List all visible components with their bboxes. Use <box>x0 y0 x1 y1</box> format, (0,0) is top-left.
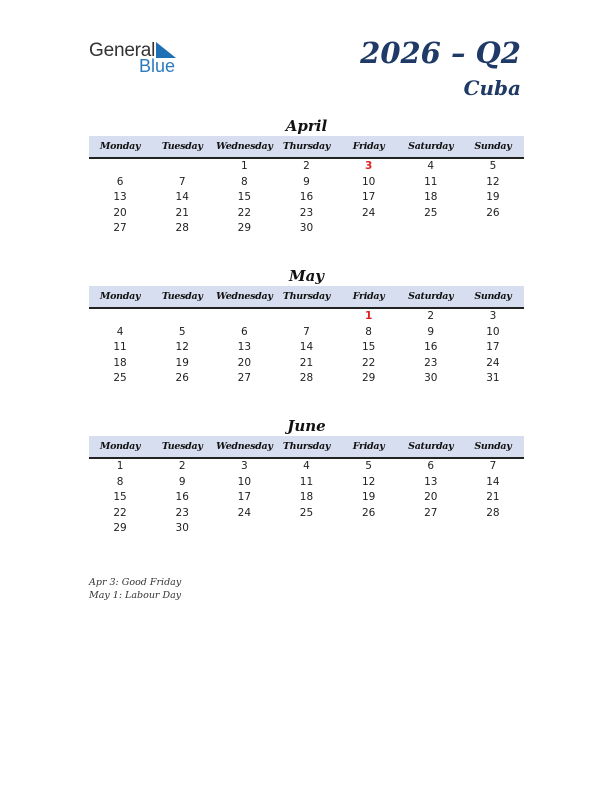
day-cell: 15 <box>113 491 127 503</box>
day-cell: 4 <box>116 325 124 338</box>
month-name: May <box>288 267 325 285</box>
day-cell: 18 <box>113 356 127 369</box>
day-cell: 16 <box>175 491 189 503</box>
day-cell: 12 <box>486 175 500 188</box>
day-cell: 1 <box>241 160 248 172</box>
day-cell: 9 <box>303 175 310 188</box>
day-cell: 22 <box>113 506 127 519</box>
week-row <box>89 459 524 475</box>
day-cell: 31 <box>486 372 500 384</box>
day-cell: 27 <box>237 372 252 384</box>
day-cell: 22 <box>237 206 252 219</box>
week-row <box>89 371 524 387</box>
week-row <box>89 309 524 325</box>
weekday-header: Friday <box>352 291 385 302</box>
day-cell: 6 <box>427 460 435 472</box>
day-cell: 17 <box>486 341 500 353</box>
day-cell: 4 <box>303 460 310 472</box>
day-cell: 22 <box>361 356 376 369</box>
weekday-header: Thursday <box>282 441 331 452</box>
day-cell: 19 <box>175 356 189 369</box>
empty-day-cell <box>275 309 337 325</box>
empty-day-cell <box>89 159 151 175</box>
week-row <box>89 175 524 191</box>
weekday-header-row <box>89 136 524 159</box>
day-cell: 29 <box>361 372 376 384</box>
week-row <box>89 506 524 522</box>
day-cell: 18 <box>424 191 438 203</box>
week-row <box>89 521 524 537</box>
page-title: 2026 – Q2 <box>360 36 521 70</box>
day-cell: 30 <box>299 222 314 234</box>
weekday-header: Tuesday <box>161 441 203 452</box>
weekday-header: Friday <box>352 141 385 152</box>
day-cell: 13 <box>113 191 127 203</box>
weekday-header: Saturday <box>408 141 454 152</box>
logo-blue-text: Blue <box>139 56 176 76</box>
day-cell: 28 <box>175 222 189 234</box>
day-cell: 24 <box>361 206 376 219</box>
day-cell: 17 <box>237 491 252 503</box>
day-cell: 8 <box>116 475 124 488</box>
empty-day-cell <box>462 221 524 237</box>
day-cell: 7 <box>178 175 186 188</box>
empty-day-cell <box>338 221 400 237</box>
day-cell: 8 <box>241 175 248 188</box>
empty-day-cell <box>213 521 275 537</box>
day-cell: 9 <box>427 325 435 338</box>
day-cell: 21 <box>299 356 314 369</box>
day-cell: 1 <box>364 310 373 322</box>
day-cell: 23 <box>299 206 314 219</box>
weekday-header: Sunday <box>474 441 512 452</box>
day-cell: 20 <box>424 491 438 503</box>
weekday-header: Saturday <box>408 441 454 452</box>
day-cell: 1 <box>116 460 124 472</box>
day-cell: 21 <box>175 206 189 219</box>
empty-day-cell <box>151 309 213 325</box>
weekday-header: Sunday <box>474 291 512 302</box>
week-row <box>89 159 524 175</box>
day-cell: 14 <box>486 475 500 488</box>
day-cell: 24 <box>237 506 252 519</box>
empty-day-cell <box>151 159 213 175</box>
day-cell: 25 <box>113 372 127 384</box>
day-cell: 20 <box>113 206 127 219</box>
day-cell: 29 <box>237 222 252 234</box>
day-cell: 13 <box>424 475 438 488</box>
day-cell: 11 <box>113 341 127 353</box>
week-row <box>89 475 524 491</box>
month-name: June <box>287 417 326 435</box>
day-cell: 15 <box>361 341 376 353</box>
weekday-header: Tuesday <box>161 291 203 302</box>
logo-general-text: General <box>89 40 156 61</box>
week-row <box>89 340 524 356</box>
weekday-header-row <box>89 286 524 309</box>
day-cell: 16 <box>299 191 314 203</box>
day-cell: 2 <box>178 460 186 472</box>
weekday-header: Tuesday <box>161 141 203 152</box>
weekday-header: Sunday <box>474 141 512 152</box>
empty-day-cell <box>400 221 462 237</box>
week-row <box>89 190 524 206</box>
day-cell: 20 <box>237 356 252 369</box>
day-cell: 2 <box>427 310 435 322</box>
day-cell: 18 <box>299 491 314 503</box>
weekday-header-row <box>89 436 524 459</box>
day-cell: 27 <box>113 222 127 234</box>
weekday-header: Thursday <box>282 291 331 302</box>
day-cell: 9 <box>178 475 186 488</box>
day-cell: 26 <box>361 506 376 519</box>
day-cell: 11 <box>424 175 438 188</box>
holiday-note: Apr 3: Good Friday <box>89 577 182 588</box>
day-cell: 23 <box>424 356 438 369</box>
day-cell: 5 <box>489 160 497 172</box>
day-cell: 30 <box>175 522 189 534</box>
empty-day-cell <box>89 309 151 325</box>
day-cell: 7 <box>303 325 310 338</box>
holiday-note: May 1: Labour Day <box>89 590 182 601</box>
month-calendar-may <box>89 266 524 387</box>
day-cell: 6 <box>116 175 124 188</box>
day-cell: 10 <box>361 175 376 188</box>
empty-day-cell <box>400 521 462 537</box>
week-row <box>89 356 524 372</box>
day-cell: 28 <box>299 372 314 384</box>
day-cell: 17 <box>361 191 376 203</box>
week-row <box>89 325 524 341</box>
day-cell: 19 <box>486 191 500 203</box>
day-cell: 15 <box>237 191 252 203</box>
day-cell: 16 <box>424 341 438 353</box>
weekday-header: Monday <box>99 141 141 152</box>
day-cell: 28 <box>486 506 500 519</box>
month-calendar-june <box>89 416 524 537</box>
day-cell: 5 <box>178 325 186 338</box>
day-cell: 13 <box>237 341 252 353</box>
week-row <box>89 221 524 237</box>
day-cell: 2 <box>303 160 310 172</box>
weekday-header: Monday <box>99 441 141 452</box>
day-cell: 25 <box>424 206 438 219</box>
weekday-header: Thursday <box>282 141 331 152</box>
weekday-header: Wednesday <box>216 291 273 302</box>
month-calendar-april <box>89 116 524 237</box>
logo <box>89 40 189 76</box>
day-cell: 24 <box>486 356 500 369</box>
day-cell: 10 <box>486 325 500 338</box>
week-row <box>89 490 524 506</box>
day-cell: 8 <box>365 325 372 338</box>
day-cell: 26 <box>486 206 500 219</box>
day-cell: 5 <box>365 460 372 472</box>
day-cell: 14 <box>299 341 314 353</box>
day-cell: 19 <box>361 491 376 503</box>
weekday-header: Saturday <box>408 291 454 302</box>
day-cell: 10 <box>237 475 252 488</box>
weekday-header: Monday <box>99 291 141 302</box>
day-cell: 3 <box>241 460 248 472</box>
day-cell: 6 <box>241 325 248 338</box>
empty-day-cell <box>462 521 524 537</box>
day-cell: 3 <box>489 310 497 322</box>
day-cell: 12 <box>175 341 189 353</box>
day-cell: 23 <box>175 506 189 519</box>
day-cell: 12 <box>361 475 376 488</box>
day-cell: 21 <box>486 491 500 503</box>
day-cell: 4 <box>427 160 435 172</box>
empty-day-cell <box>338 521 400 537</box>
day-cell: 3 <box>364 160 373 172</box>
day-cell: 26 <box>175 372 189 384</box>
country-name: Cuba <box>463 76 521 100</box>
week-row <box>89 206 524 222</box>
day-cell: 14 <box>175 191 189 203</box>
month-name: April <box>285 117 328 135</box>
empty-day-cell <box>213 309 275 325</box>
day-cell: 7 <box>489 460 497 472</box>
weekday-header: Friday <box>352 441 385 452</box>
day-cell: 11 <box>299 475 314 488</box>
weekday-header: Wednesday <box>216 141 273 152</box>
day-cell: 30 <box>424 372 438 384</box>
holiday-notes <box>89 576 181 602</box>
day-cell: 27 <box>424 506 438 519</box>
day-cell: 29 <box>113 522 127 534</box>
empty-day-cell <box>275 521 337 537</box>
day-cell: 25 <box>299 506 314 519</box>
weekday-header: Wednesday <box>216 441 273 452</box>
